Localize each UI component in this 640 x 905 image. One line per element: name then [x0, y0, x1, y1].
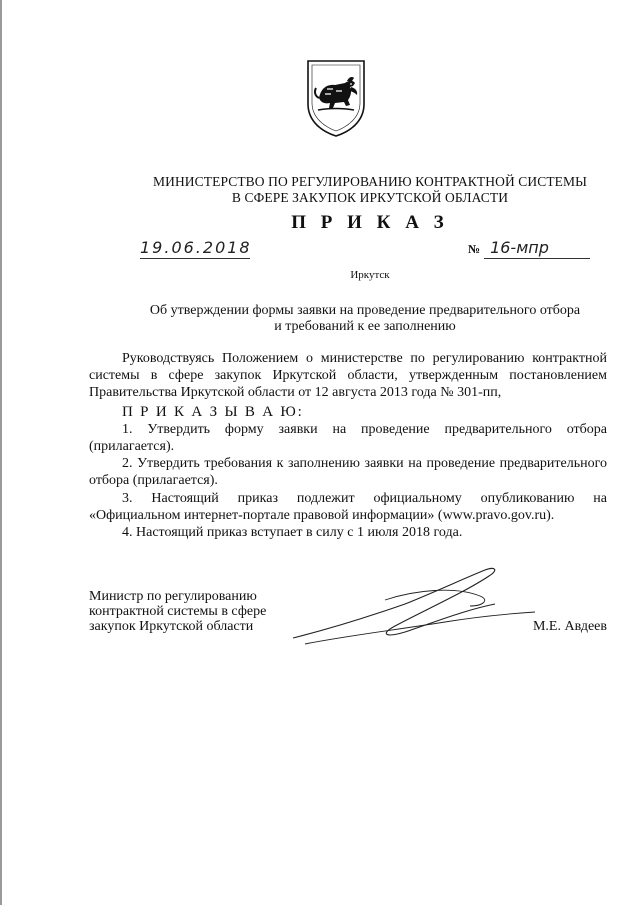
decree-word: П Р И К А З Ы В А Ю:	[122, 403, 304, 420]
signer-position	[89, 589, 266, 634]
order-body	[89, 350, 607, 541]
city: Иркутск	[350, 269, 390, 281]
ministry-name-line2: В СФЕРЕ ЗАКУПОК ИРКУТСКОЙ ОБЛАСТИ	[231, 190, 509, 205]
order-subject	[120, 303, 610, 335]
handwritten-signature	[285, 560, 545, 650]
signer-position-line2: контрактной системы в сфере	[89, 604, 267, 619]
order-item-4: 4. Настоящий приказ вступает в силу с 1 июля 2018 года.	[122, 525, 463, 541]
order-item-2: 2. Утвердить требования к заполнению заявки на проведение предварительного отбора (прилагается).	[89, 456, 607, 489]
order-item-3: 3. Настоящий приказ подлежит официальному опубликованию на «Официальном интернет-портале правовой информации» (www.pravo.gov.ru).	[89, 490, 607, 523]
scan-edge	[0, 0, 2, 905]
subject-line2: и требований к ее заполнению	[274, 319, 456, 334]
ministry-name	[100, 174, 640, 206]
preamble-paragraph: Руководствуясь Положением о министерстве по регулированию контрактной системы в сфере закупок Иркутской области, утвержденным постановлением Правительства Иркутской области от 12 августа 2013 года № 301-пп,	[89, 351, 607, 401]
order-item-1: 1. Утвердить форму заявки на проведение предварительного отбора (прилагается).	[89, 421, 607, 455]
signer-name: М.Е. Авдеев	[532, 619, 607, 634]
signer-position-line3: закупок Иркутской области	[89, 619, 254, 634]
order-number	[468, 238, 590, 259]
number-sign: №	[468, 242, 481, 256]
order-number-value: 16-мпр	[484, 238, 590, 259]
order-date: 19.06.2018	[140, 238, 252, 257]
coat-of-arms-icon	[305, 58, 367, 138]
signer-position-line1: Министр по регулированию	[89, 589, 257, 604]
document-title: П Р И К А З	[291, 212, 449, 233]
ministry-name-line1: МИНИСТЕРСТВО ПО РЕГУЛИРОВАНИЮ КОНТРАКТНОЙ СИСТЕМЫ	[153, 174, 587, 189]
subject-line1: Об утверждении формы заявки на проведение предварительного отбора	[149, 303, 581, 318]
